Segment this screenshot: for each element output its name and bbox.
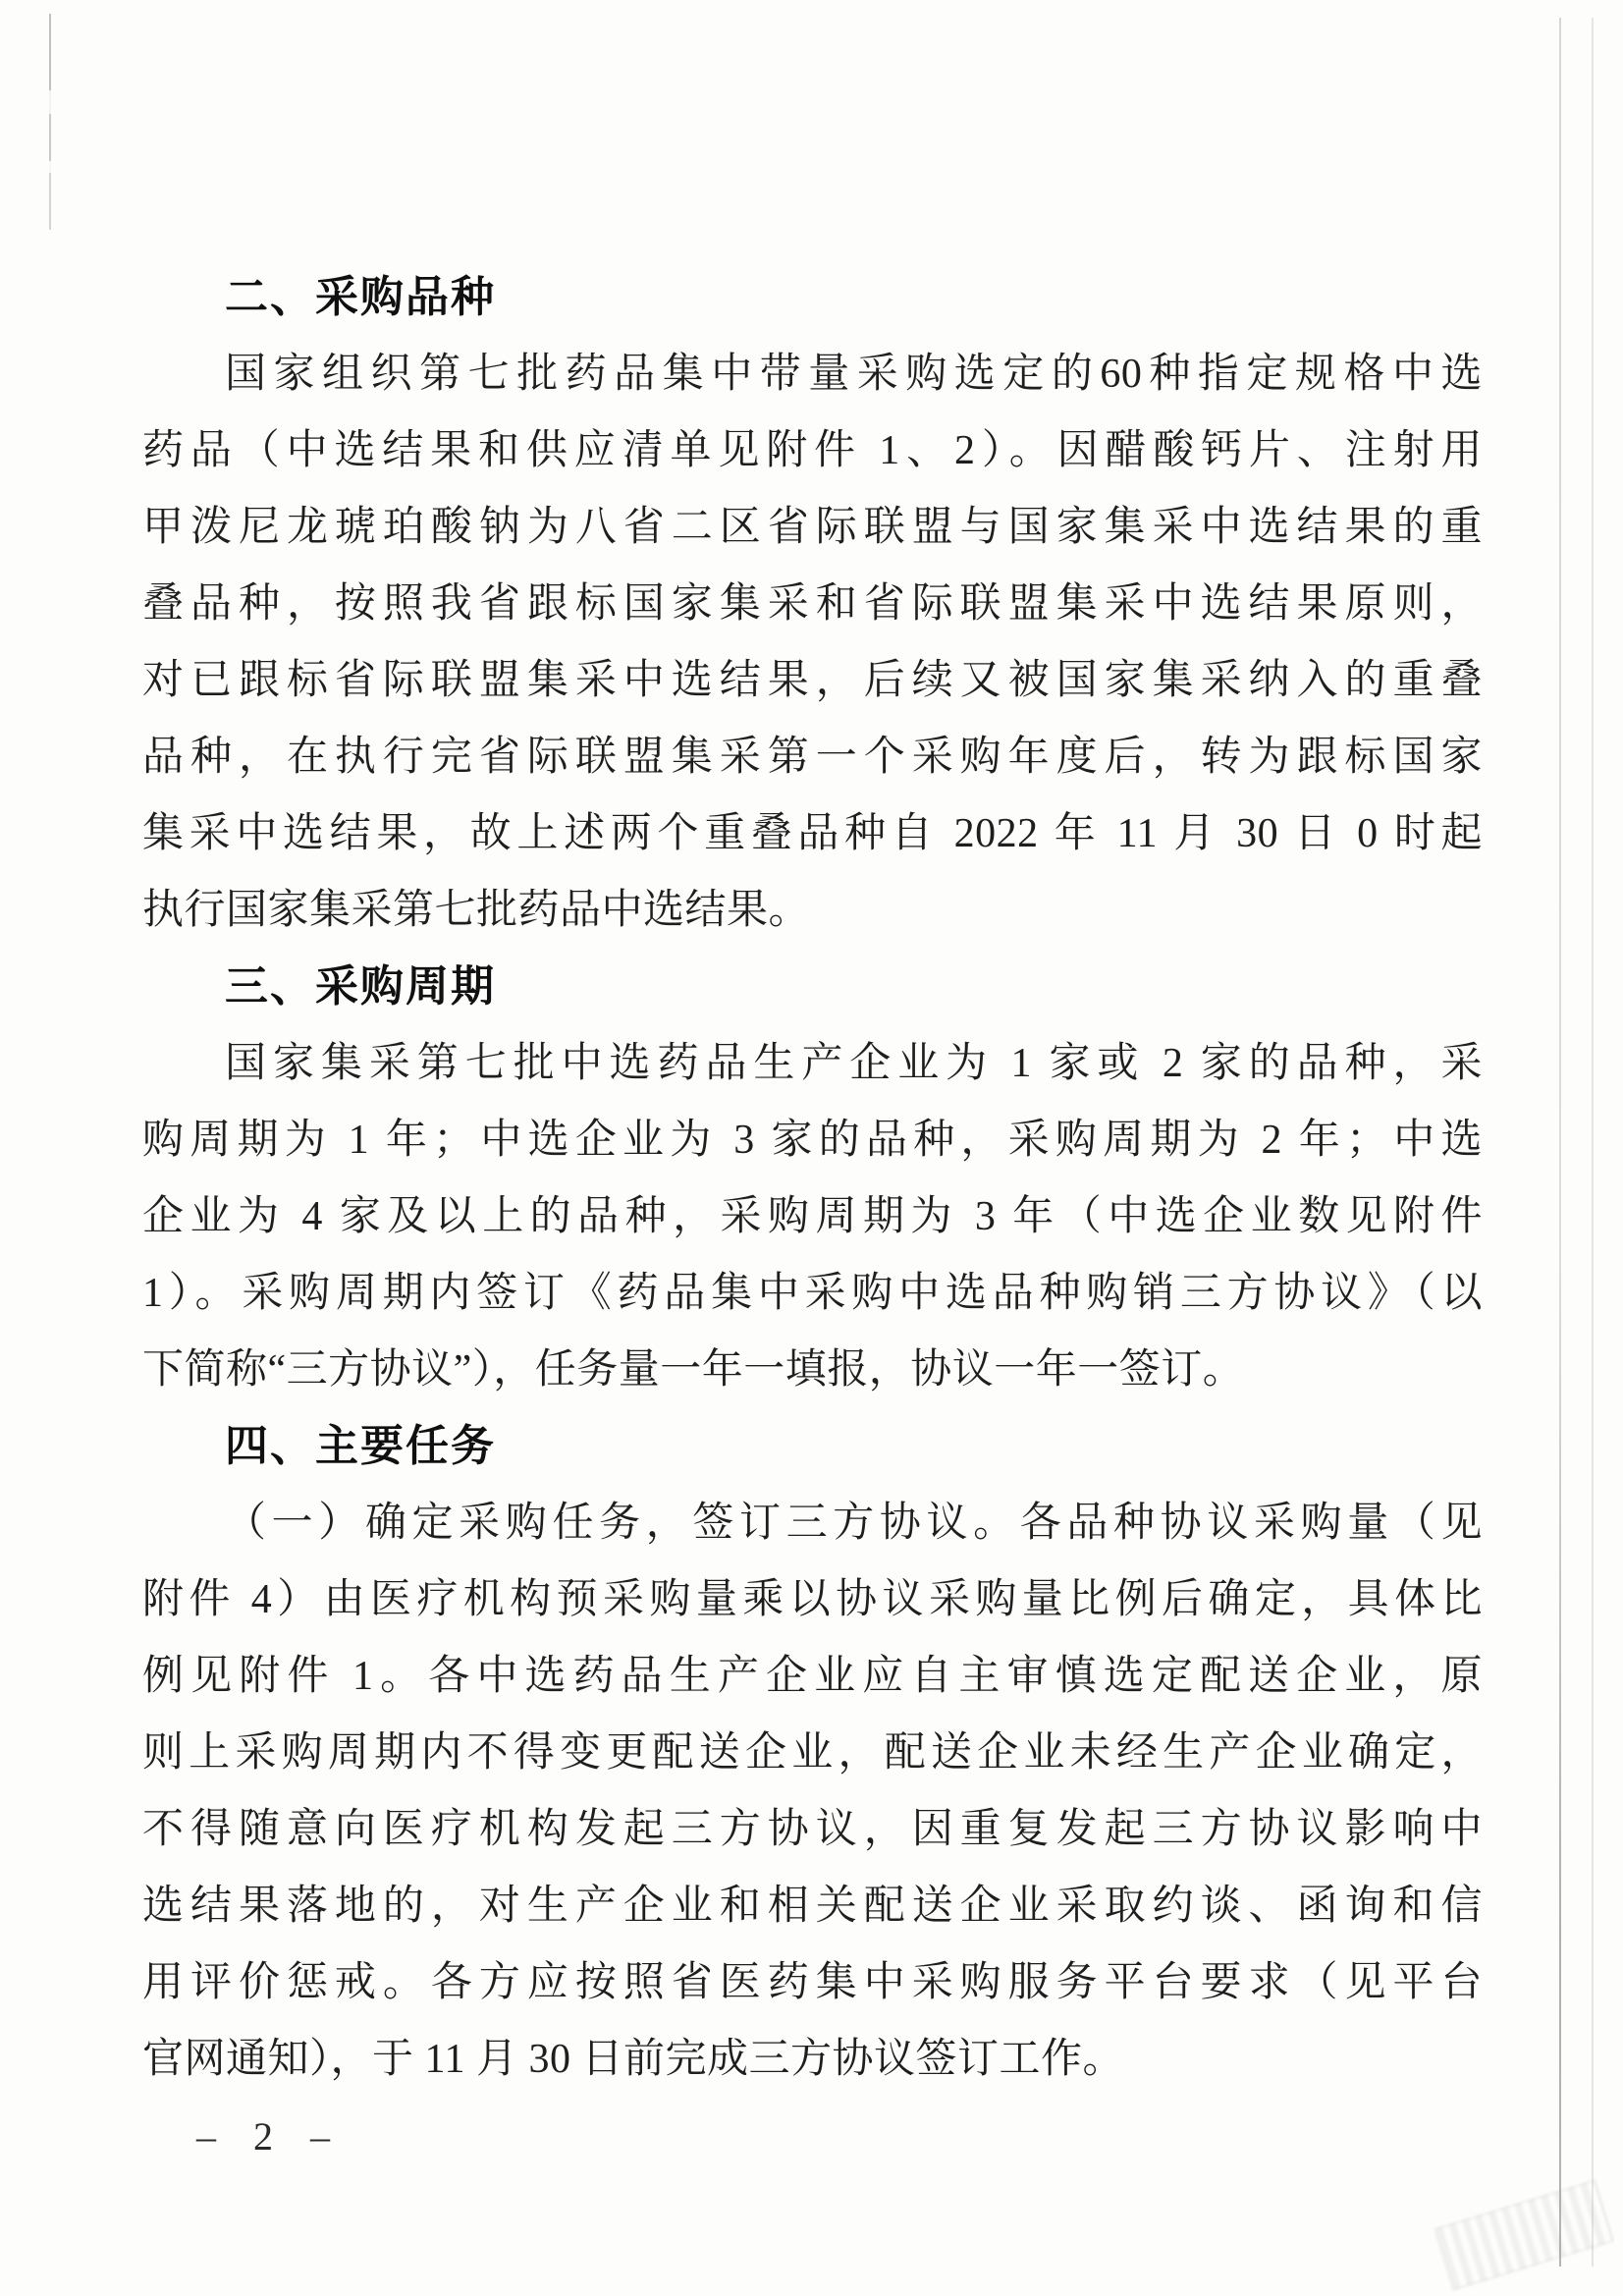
paragraph-line: 药品（中选结果和供应清单见附件 1、2）。因醋酸钙片、注射用 — [142, 428, 1483, 473]
paragraph-line: 官网通知），于 11 月 30 日前完成三方协议签订工作。 — [142, 2037, 1124, 2082]
paragraph-line: （一）确定采购任务，签订三方协议。各品种协议采购量（见 — [225, 1501, 1483, 1546]
paragraph-line: 购周期为 1 年；中选企业为 3 家的品种，采购周期为 2 年；中选 — [142, 1118, 1483, 1163]
paragraph-line: 用评价惩戒。各方应按照省医药集中采购服务平台要求（见平台 — [142, 1960, 1483, 2005]
paragraph-line: 例见附件 1。各中选药品生产企业应自主审慎选定配送企业，原 — [142, 1654, 1483, 1699]
paragraph-line: 附件 4）由医疗机构预采购量乘以协议采购量比例后确定，具体比 — [142, 1577, 1483, 1622]
faint-stamp-watermark — [1434, 2179, 1614, 2290]
right-edge-scan-artifact — [1559, 18, 1561, 2267]
paragraph-line: 选结果落地的，对生产企业和相关配送企业采取约谈、函询和信 — [142, 1884, 1483, 1929]
section-heading-procurement-varieties: 二、采购品种 — [225, 272, 496, 322]
paragraph-line: 对已跟标省际联盟集采中选结果，后续又被国家集采纳入的重叠 — [142, 658, 1483, 703]
paragraph-line: 不得随意向医疗机构发起三方协议，因重复发起三方协议影响中 — [142, 1807, 1483, 1852]
page-number: – 2 – — [196, 2114, 344, 2159]
paragraph-line: 国家集采第七批中选药品生产企业为 1 家或 2 家的品种，采 — [225, 1041, 1483, 1086]
paragraph-line: 则上采购周期内不得变更配送企业，配送企业未经生产企业确定， — [142, 1730, 1483, 1776]
paragraph-line: 叠品种，按照我省跟标国家集采和省际联盟集采中选结果原则， — [142, 581, 1483, 627]
right-edge-scan-artifact-faint — [1592, 18, 1594, 2267]
paragraph-line: 甲泼尼龙琥珀酸钠为八省二区省际联盟与国家集采中选结果的重 — [142, 505, 1483, 550]
section-heading-main-tasks: 四、主要任务 — [225, 1421, 496, 1471]
paragraph-line: 企业为 4 家及以上的品种，采购周期为 3 年（中选企业数见附件 — [142, 1194, 1483, 1239]
paragraph-line: 下简称“三方协议”），任务量一年一填报，协议一年一签订。 — [142, 1347, 1245, 1393]
paragraph-line: 集采中选结果，故上述两个重叠品种自 2022 年 11 月 30 日 0 时起 — [142, 811, 1483, 856]
section-heading-procurement-cycle: 三、采购周期 — [225, 961, 496, 1011]
paragraph-line: 1）。采购周期内签订《药品集中采购中选品种购销三方协议》（以 — [142, 1271, 1483, 1316]
paragraph-line: 执行国家集采第七批药品中选结果。 — [142, 888, 811, 933]
document-body — [142, 259, 1483, 2098]
left-edge-scan-artifact — [49, 14, 51, 230]
paragraph-line: 品种，在执行完省际联盟集采第一个采购年度后，转为跟标国家 — [142, 735, 1483, 780]
paragraph-line: 国家组织第七批药品集中带量采购选定的60种指定规格中选 — [225, 352, 1483, 397]
